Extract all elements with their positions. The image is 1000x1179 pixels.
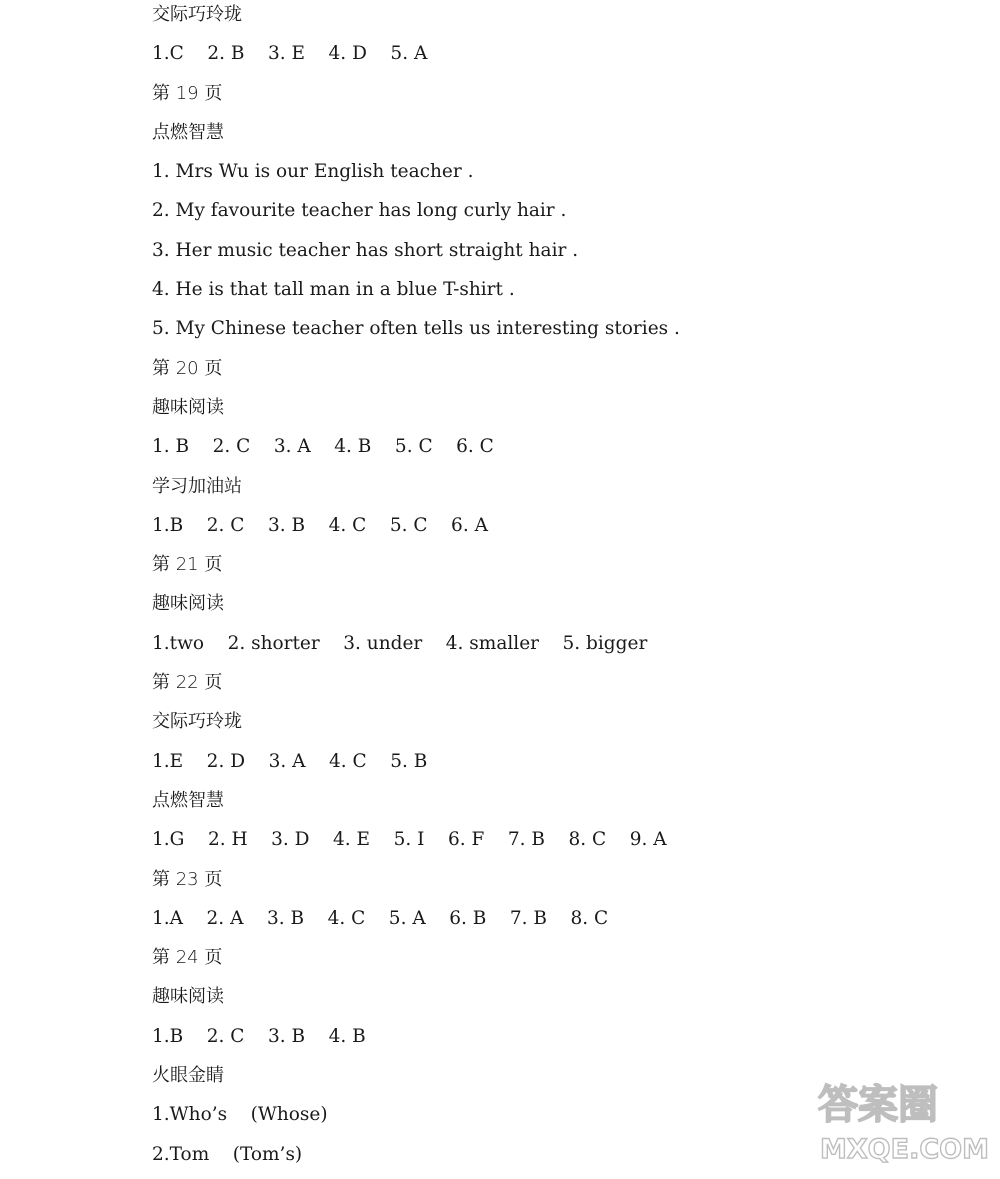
answer-line: 3. Her music teacher has short straight hair . <box>152 239 579 261</box>
watermark-logo <box>816 1072 992 1164</box>
section-heading: 交际巧玲珑 <box>152 4 242 25</box>
section-heading: 点燃智慧 <box>152 789 224 811</box>
answer-line: 1.E 2. D 3. A 4. C 5. B <box>152 750 428 772</box>
section-heading: 趣味阅读 <box>152 593 224 615</box>
page-number: 第 22 页 <box>152 672 223 694</box>
watermark-graphic <box>816 1072 992 1164</box>
answer-line: 5. My Chinese teacher often tells us interesting stories . <box>152 318 680 340</box>
answer-list <box>152 0 972 1179</box>
page-number: 第 24 页 <box>152 947 223 969</box>
section-heading: 点燃智慧 <box>152 121 224 143</box>
section-heading: 趣味阅读 <box>152 986 224 1008</box>
section-heading: 趣味阅读 <box>152 396 224 418</box>
answer-line: 1.A 2. A 3. B 4. C 5. A 6. B 7. B 8. C <box>152 907 609 929</box>
page-number: 第 19 页 <box>152 82 223 104</box>
answer-line: 1.B 2. C 3. B 4. B <box>152 1025 366 1047</box>
watermark-site-text: MXQE.COM <box>820 1134 989 1164</box>
answer-line: 1.G 2. H 3. D 4. E 5. I 6. F 7. B 8. C 9. A <box>152 829 667 851</box>
answer-line: 1.B 2. C 3. B 4. C 5. C 6. A <box>152 514 488 536</box>
section-heading: 火眼金睛 <box>152 1065 224 1087</box>
section-heading: 学习加油站 <box>152 475 242 497</box>
answer-line: 4. He is that tall man in a blue T-shirt . <box>152 279 515 301</box>
answer-line: 1.C 2. B 3. E 4. D 5. A <box>152 43 428 65</box>
watermark-logo-text: 答案圈 <box>818 1082 938 1128</box>
answer-line: 1.Who’s (Whose) <box>152 1104 328 1126</box>
answer-line: 2. My favourite teacher has long curly hair . <box>152 200 567 222</box>
answer-line: 1. Mrs Wu is our English teacher . <box>152 161 474 183</box>
section-heading: 交际巧玲珑 <box>152 711 242 733</box>
answer-line: 1. B 2. C 3. A 4. B 5. C 6. C <box>152 436 494 458</box>
answer-line: 2.Tom (Tom’s) <box>152 1143 303 1165</box>
page-number: 第 20 页 <box>152 357 223 379</box>
answer-line: 1.two 2. shorter 3. under 4. smaller 5. bigger <box>152 632 648 654</box>
page-number: 第 21 页 <box>152 554 223 576</box>
page-number: 第 23 页 <box>152 868 223 890</box>
